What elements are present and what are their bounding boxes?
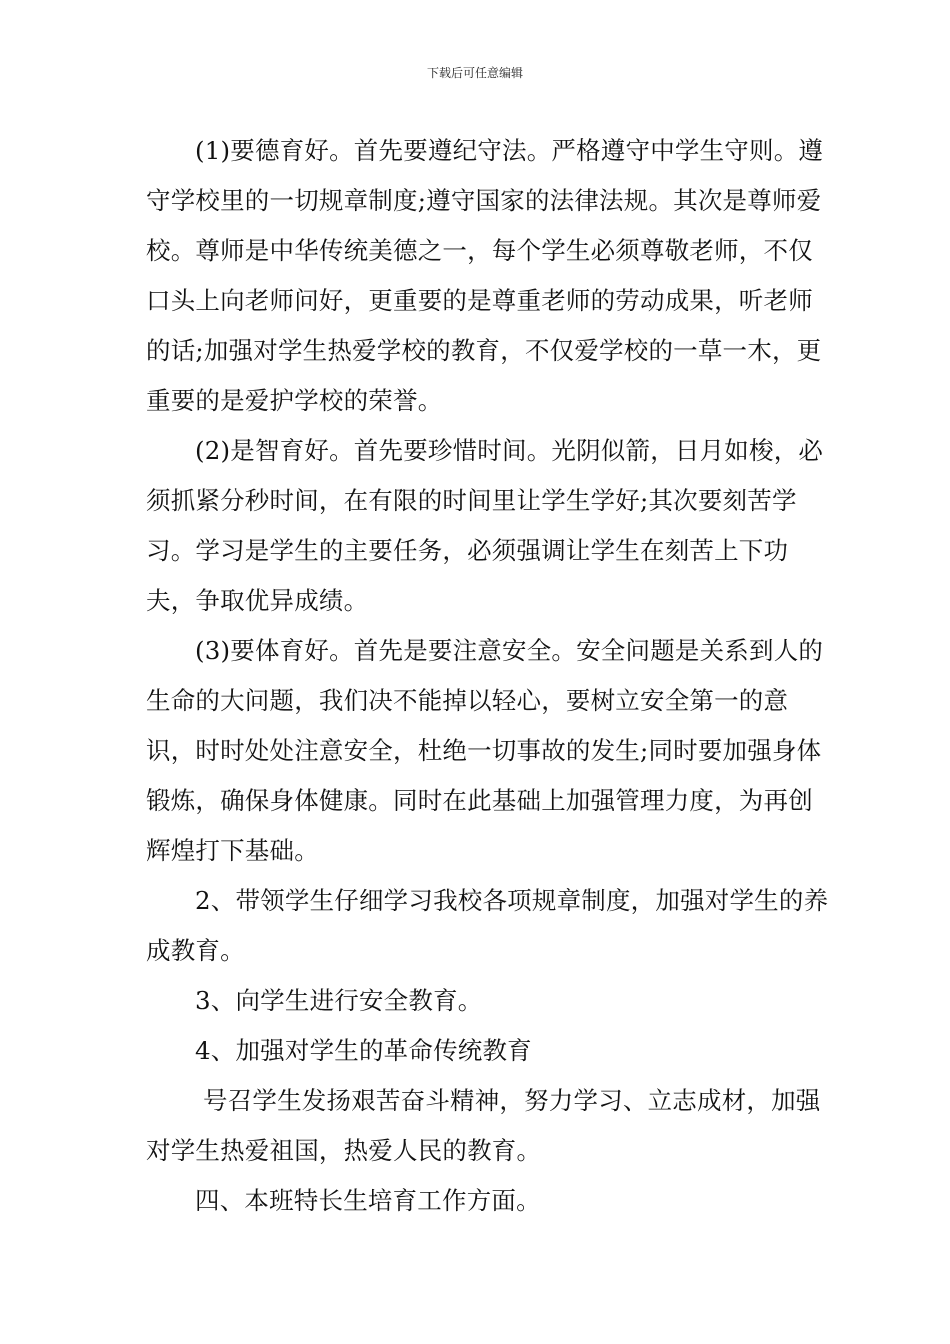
paragraph-item-3-safety: 3、向学生进行安全教育。 bbox=[195, 986, 483, 1015]
paragraph-intellectual-education: (2)是智育好。首先要珍惜时间。光阴似箭，日月如梭，必须抓紧分秒时间，在有限的时间里让学生学好;其次要刻苦学习。学习是学生的主要任务，必须强调让学生在刻苦上下功夫，争取优异成绩。 bbox=[146, 436, 824, 615]
paragraph-section-four-heading: 四、本班特长生培育工作方面。 bbox=[195, 1186, 541, 1215]
paragraph-call-to-action: 号召学生发扬艰苦奋斗精神，努力学习、立志成材，加强对学生热爱祖国，热爱人民的教育。 bbox=[146, 1086, 821, 1165]
paragraph-physical-education: (3)要体育好。首先是要注意安全。安全问题是关系到人的生命的大问题，我们决不能掉以轻心，要树立安全第一的意识，时时处处注意安全，杜绝一切事故的发生;同时要加强身体锻炼，确保身体健康。同时在此基础上加强管理力度，为再创辉煌打下基础。 bbox=[146, 636, 824, 865]
paragraph-item-2-rules: 2、带领学生仔细学习我校各项规章制度，加强对学生的养成教育。 bbox=[146, 886, 829, 965]
paragraph-item-4-revolution: 4、加强对学生的革命传统教育 bbox=[195, 1036, 532, 1065]
paragraph-moral-education: (1)要德育好。首先要遵纪守法。严格遵守中学生守则。遵守学校里的一切规章制度;遵守国家的法律法规。其次是尊师爱校。尊师是中华传统美德之一，每个学生必须尊敬老师，不仅口头上向老师问好，更重要的是尊重老师的劳动成果，听老师的话;加强对学生热爱学校的教育，不仅爱学校的一草一木，更重要的是爱护学校的荣誉。 bbox=[146, 136, 824, 415]
document-body bbox=[146, 126, 832, 1226]
page-header-note: 下载后可任意编辑 bbox=[426, 66, 523, 80]
